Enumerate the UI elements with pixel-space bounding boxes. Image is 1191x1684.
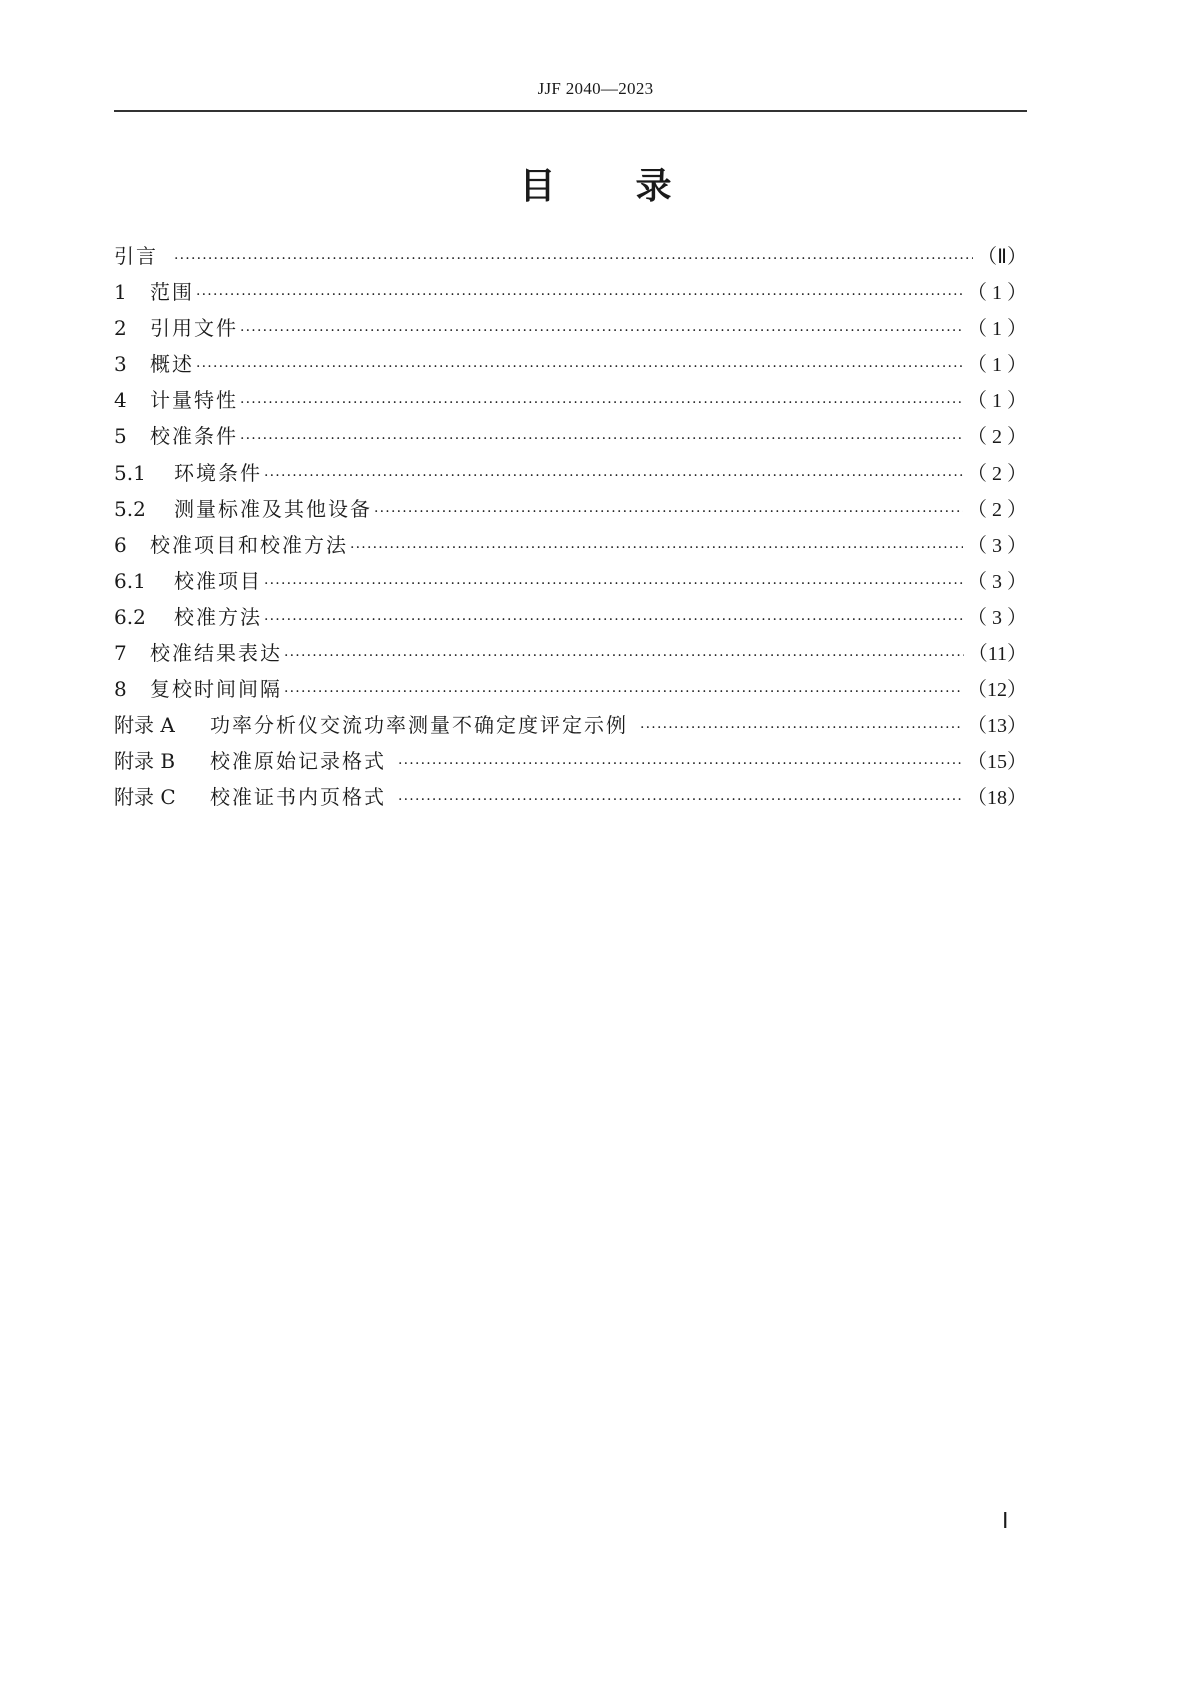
toc-entry-page: （ 2 ） [967,462,1027,485]
toc-entry-page: （ 1 ） [967,354,1027,377]
dot-leader [196,287,963,303]
toc-entry[interactable] [114,745,1027,781]
toc-entry-number: 5 [114,424,127,449]
toc-entry-number: 附录 B [114,749,176,774]
toc-entry-page: （ 1 ） [967,282,1027,305]
toc-entry-title: 校准结果表达 [150,641,282,666]
toc-entry-page: （18） [967,787,1027,810]
toc-entry[interactable] [114,384,1027,420]
toc-entry-page: （ 2 ） [967,426,1027,449]
dot-leader [174,251,973,267]
toc-entry[interactable] [114,312,1027,348]
toc-entry[interactable] [114,637,1027,673]
toc-entry-number: 附录 C [114,785,176,810]
dot-leader [240,323,963,339]
toc-entry-number: 3 [114,352,127,377]
page-number: Ⅰ [1002,1508,1009,1533]
toc-entry-page: （ 2 ） [967,498,1027,521]
toc-entry-number: 1 [114,280,127,305]
toc-entry-number: 4 [114,388,127,413]
dot-leader [264,612,963,628]
toc-entry-title: 校准条件 [150,424,238,449]
toc-entry-title: 计量特性 [150,388,238,413]
toc-entry-title: 范围 [150,280,194,305]
toc-entry-number: 7 [114,641,127,666]
toc-entry-title: 校准项目 [174,568,262,593]
toc-entry[interactable] [114,673,1027,709]
dot-leader [264,468,963,484]
toc-entry-page: （15） [967,751,1027,774]
toc-entry-number: 2 [114,316,127,341]
toc-entry[interactable] [114,529,1027,565]
toc-entry-title: 功率分析仪交流功率测量不确定度评定示例 [210,713,628,738]
toc-entry[interactable] [114,240,1027,276]
toc-entry-page: （Ⅱ） [977,246,1027,268]
toc-entry-title: 校准证书内页格式 [210,785,386,810]
dot-leader [640,720,963,736]
dot-leader [350,540,963,556]
toc-entry-page: （13） [967,715,1027,738]
toc-entry-number: 5.1 [114,460,146,485]
page-title-char-1: 目 [519,166,556,207]
toc-entry-page: （ 3 ） [967,534,1027,557]
toc-entry[interactable] [114,565,1027,601]
toc-entry-number: 6.1 [114,568,146,593]
toc-entry-page: （ 1 ） [967,318,1027,341]
toc-entry-title: 引言 [114,244,158,268]
toc-entry-page: （12） [967,679,1027,702]
toc-entry[interactable] [114,709,1027,745]
toc-entry[interactable] [114,493,1027,529]
toc-entry-number: 6.2 [114,604,146,629]
toc-entry-title: 复校时间间隔 [150,677,282,702]
toc-entry[interactable] [114,601,1027,637]
page-title [0,158,1191,209]
toc-entry-title: 环境条件 [174,460,262,485]
toc-entry-page: （11） [967,643,1027,666]
toc-entry-title: 校准原始记录格式 [210,749,386,774]
toc-entry[interactable] [114,457,1027,493]
dot-leader [398,756,963,772]
toc-entry-page: （ 1 ） [967,390,1027,413]
toc-entry-page: （ 3 ） [967,606,1027,629]
dot-leader [398,792,963,808]
toc-entry-title: 引用文件 [150,316,238,341]
toc-entry[interactable] [114,420,1027,456]
page-title-char-2: 录 [635,166,672,207]
toc-entry-number: 6 [114,532,127,557]
toc-entry-number: 5.2 [114,496,146,521]
header-divider [114,110,1027,112]
dot-leader [240,395,963,411]
toc-entry-number: 8 [114,677,127,702]
toc-entry[interactable] [114,348,1027,384]
dot-leader [196,359,963,375]
toc-entry[interactable] [114,276,1027,312]
dot-leader [284,684,963,700]
toc-entry-title: 测量标准及其他设备 [174,496,372,521]
toc-entry-title: 校准方法 [174,604,262,629]
dot-leader [374,504,963,520]
document-code-header: JJF 2040—2023 [537,79,654,98]
dot-leader [264,576,963,592]
toc-entry-page: （ 3 ） [967,570,1027,593]
table-of-contents [114,240,1027,818]
toc-entry-title: 校准项目和校准方法 [150,532,348,557]
toc-entry-title: 概述 [150,352,194,377]
toc-entry-number: 附录 A [114,713,175,738]
toc-entry[interactable] [114,781,1027,817]
dot-leader [240,431,963,447]
dot-leader [284,648,964,664]
